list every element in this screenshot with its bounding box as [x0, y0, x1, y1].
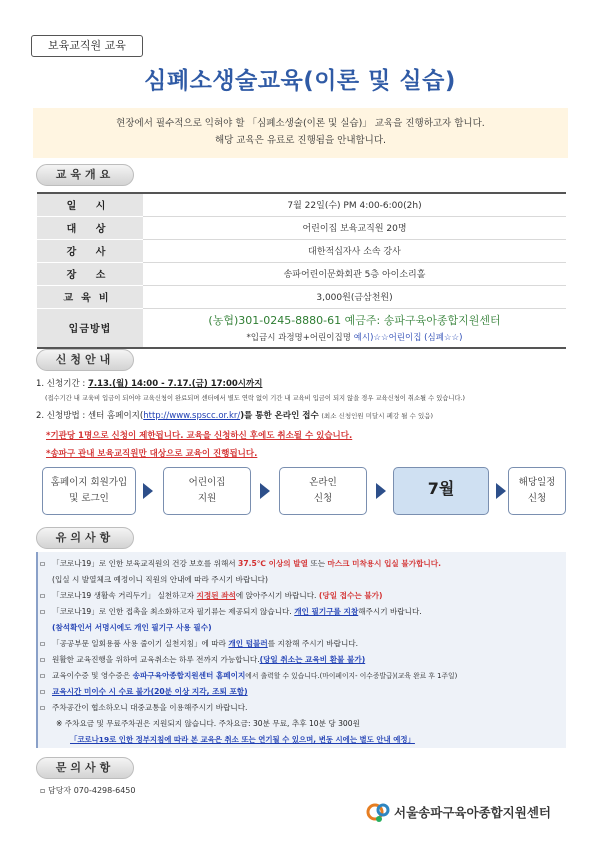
square-bullet-icon: ▫: [40, 786, 48, 795]
notice-highlight: 마스크 미착용시 입실 불가합니다.: [327, 559, 441, 568]
step-online: [279, 467, 367, 515]
section-title-overview: 교육개요: [36, 164, 134, 186]
notice-item: [40, 590, 382, 601]
method-rest: )를 통한 온라인 접수: [240, 411, 319, 421]
notice-item: [40, 670, 457, 681]
intro-line-1: 현장에서 필수적으로 익혀야 할 「심폐소생술(이론 및 실습)」 교육을 진행하고자 합니다.: [116, 118, 485, 129]
row-value: 송파어린이문화회관 5층 아이소리홀: [143, 262, 566, 285]
table-row: [37, 216, 566, 239]
contact-text: 담당자 070-4298-6450: [47, 786, 136, 795]
notice-text: 또는: [307, 559, 328, 568]
notice-highlight: 교육시간 미이수 시 수료 불가(20분 이상 지각, 조퇴 포함): [52, 687, 248, 696]
step-line: 및 로그인: [69, 493, 109, 504]
notice-item: [40, 654, 365, 665]
step-apply-daycare: [163, 467, 251, 515]
table-row: [37, 193, 566, 216]
step-arrow-icon: [376, 483, 386, 499]
section-title-notice: 유의사항: [36, 527, 134, 549]
notice-text: 교육이수증 및 영수증은: [52, 671, 133, 680]
step-line: 홈페이지 회원가입: [50, 477, 128, 488]
square-bullet-icon: ▫: [40, 559, 46, 568]
notice-highlight: 개인 필기구를 지참: [294, 607, 359, 616]
notice-text: 에서 출력할 수 있습니다.(마이페이지- 이수증발급)(교육 완료 후 1주일): [245, 672, 458, 680]
notice-highlight: 개인 텀블러: [228, 639, 268, 648]
category-tag: 보육교직원 교육: [31, 35, 143, 57]
square-bullet-icon: ▫: [40, 591, 46, 600]
intro-line-2: 해당 교육은 유료로 진행됨을 안내합니다.: [214, 135, 387, 146]
square-bullet-icon: ▫: [40, 671, 46, 680]
step-month: [393, 467, 489, 515]
notice-text: 「공공부문 일회용품 사용 줄이기 실천지침」에 따라: [52, 639, 229, 648]
notice-text: 를 지참해 주시기 바랍니다.: [267, 639, 359, 648]
notice-text: 에 앉아주시기 바랍니다.: [235, 591, 319, 600]
notice-item: [40, 638, 358, 649]
page-title: 심폐소생술교육(이론 및 실습): [144, 68, 456, 94]
step-line: 지원: [197, 493, 217, 504]
row-value: 3,000원(금삼천원): [143, 285, 566, 308]
notice-final: 「코로나19로 인한 정부지침에 따라 본 교육은 취소 또는 연기될 수 있으며, 변동 시에는 별도 안내 예정」: [70, 735, 415, 744]
step-line: 온라인: [309, 477, 337, 488]
notice-text: 주차공간이 협소하오니 대중교통을 이용해주시기 바랍니다.: [52, 703, 248, 712]
table-row: [37, 239, 566, 262]
deposit-note-example: 예시)☆☆어린이집 (심폐☆☆): [353, 333, 463, 344]
notice-subitem: ※ 주차요금 및 무료주차권은 지원되지 않습니다. 주차요금: 30분 무료, 추후 10분 당 300원: [56, 719, 360, 728]
notice-highlight: 37.5℃ 이상의 발열: [238, 559, 308, 568]
application-method: [36, 409, 433, 421]
notice-highlight: 지정된 좌석: [196, 591, 236, 600]
table-row: [37, 285, 566, 308]
square-bullet-icon: ▫: [40, 703, 46, 712]
notice-highlight: 송파구육아종합지원센터 홈페이지: [132, 671, 246, 680]
notice-text: 원활한 교육진행을 위하여 교육취소는 하루 전까지 가능합니다.: [52, 655, 260, 664]
warning-eligibility: *송파구 관내 보육교직원만 대상으로 교육이 진행됩니다.: [46, 449, 258, 459]
period-label: 1. 신청기간 :: [36, 379, 86, 389]
notice-subitem: (참석확인서 서명시에도 개인 필기구 사용 필수): [52, 623, 212, 632]
row-value: 어린이집 보육교직원 20명: [143, 216, 566, 239]
square-bullet-icon: ▫: [40, 639, 46, 648]
notice-subitem: (입실 시 발열체크 예정이니 직원의 안내에 따라 주시기 바랍니다): [52, 575, 268, 584]
overview-table: [37, 192, 566, 349]
notice-item: [40, 686, 248, 697]
application-period: [36, 377, 262, 389]
notice-text: 「코로나19」로 인한 접촉을 최소화하고자 필기류는 제공되지 않습니다.: [52, 607, 295, 616]
step-signup: [42, 467, 136, 515]
notice-text: 「코로나19」로 인한 보육교직원의 건강 보호를 위해서: [52, 559, 239, 568]
section-title-application: 신청안내: [36, 349, 134, 371]
step-line: 신청: [527, 493, 547, 504]
step-line: 해당일정: [518, 477, 556, 488]
notice-highlight: (당일 취소는 교육비 환불 불가): [259, 655, 366, 664]
notice-text: 해주시기 바랍니다.: [358, 607, 422, 616]
row-value: [143, 308, 566, 348]
notice-item: [40, 606, 422, 617]
method-label: 2. 신청방법 : 센터 홈페이지(: [36, 411, 144, 421]
row-value: 대한적십자사 소속 강사: [143, 239, 566, 262]
step-line: 어린이집: [188, 477, 226, 488]
row-label: 일 시: [37, 193, 143, 216]
period-note: (접수기간 내 교육비 입금이 되어야 교육신청이 완료되며 센터에서 별도 연락 없이 기간 내 교육비 입금이 되지 않을 경우 교육신청이 취소될 수 있습니다.): [45, 395, 465, 402]
step-line: 7월: [427, 479, 455, 498]
row-label: 입금방법: [37, 308, 143, 348]
notice-item: [40, 558, 441, 569]
method-note: (최소 신청인원 미달시 폐강 될 수 있음): [321, 412, 434, 420]
row-label: 교육비: [37, 285, 143, 308]
table-row: [37, 308, 566, 348]
period-value: 7.13.(월) 14:00 - 7.17.(금) 17:00시까지: [87, 379, 263, 389]
row-label: 대 상: [37, 216, 143, 239]
row-label: 강 사: [37, 239, 143, 262]
square-bullet-icon: ▫: [40, 607, 46, 616]
deposit-note-prefix: *입금시 과정명+어린이집명: [246, 333, 351, 344]
square-bullet-icon: ▫: [40, 687, 46, 696]
intro-box: [33, 108, 568, 158]
notice-item: [40, 702, 247, 713]
homepage-link[interactable]: http://www.spscc.or.kr/: [143, 411, 241, 421]
org-name: 서울송파구육아종합지원센터: [394, 805, 551, 820]
notice-text: 「코로나19 생활속 거리두기」 실천하고자: [52, 591, 197, 600]
org-logo: [366, 800, 576, 824]
row-value: 7월 22일(수) PM 4:00-6:00(2h): [143, 193, 566, 216]
step-arrow-icon: [496, 483, 506, 499]
row-label: 장 소: [37, 262, 143, 285]
warning-limit: *기관당 1명으로 신청이 제한됩니다. 교육을 신청하신 후에도 취소될 수 있습니다.: [46, 431, 353, 441]
step-arrow-icon: [143, 483, 153, 499]
deposit-account: (농협)301-0245-8880-61 예금주: 송파구육아종합지원센터: [208, 314, 501, 328]
square-bullet-icon: ▫: [40, 655, 46, 664]
step-arrow-icon: [260, 483, 270, 499]
section-title-contact: 문의사항: [36, 757, 134, 779]
deposit-note: [143, 331, 566, 343]
notice-highlight: (당일 접수는 불가): [318, 591, 383, 600]
step-line: 신청: [313, 493, 333, 504]
step-schedule: [508, 467, 566, 515]
org-logo-icon: [366, 800, 392, 824]
contact-phone: [40, 785, 135, 796]
table-row: [37, 262, 566, 285]
